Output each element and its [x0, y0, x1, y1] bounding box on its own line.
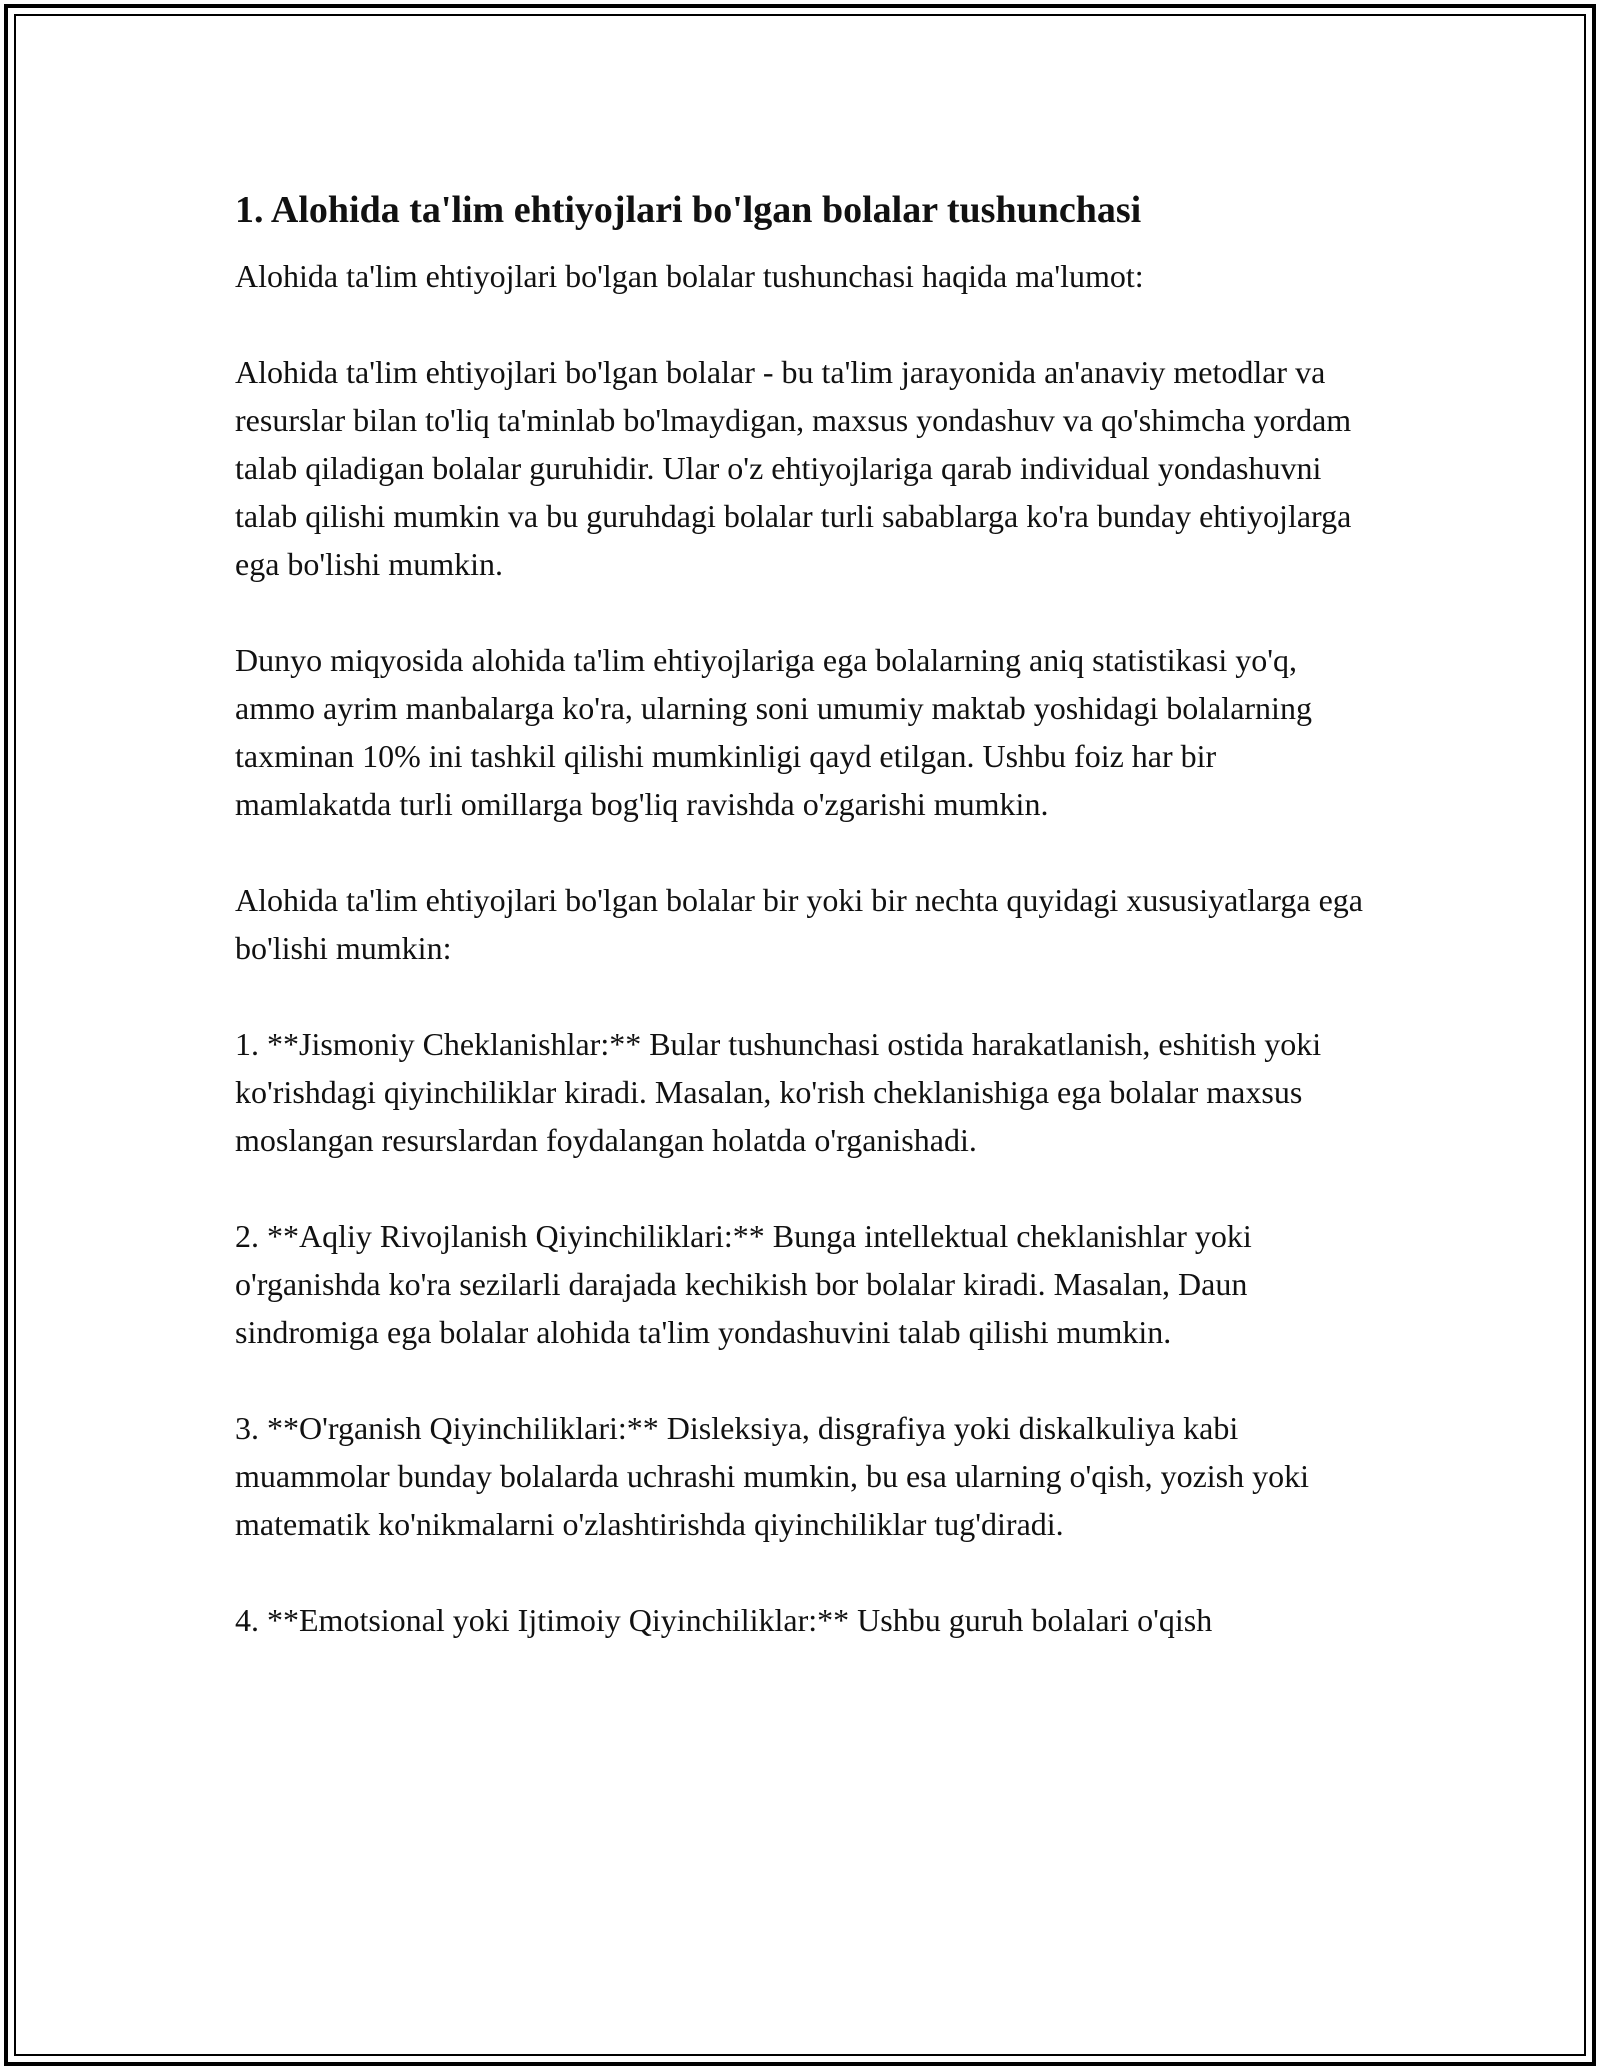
- paragraph-characteristics-intro: Alohida ta'lim ehtiyojlari bo'lgan bolalar bir yoki bir nechta quyidagi xususiyatlarga ega bo'lishi mumkin:: [235, 882, 1363, 966]
- list-item-learning: 3. **O'rganish Qiyinchiliklari:** Disleksiya, disgrafiya yoki diskalkuliya kabi muammolar bunday bolalarda uchrashi mumkin, bu esa ularning o'qish, yozish yoki matematik ko'nikmalarni o'zlashtirishda qiyinchiliklar tug'diradi.: [235, 1410, 1309, 1542]
- paragraph-statistics: Dunyo miqyosida alohida ta'lim ehtiyojlariga ega bolalarning aniq statistikasi yo'q, ammo ayrim manbalarga ko'ra, ularning soni umumiy maktab yoshidagi bolalarning taxminan 10% ini tashkil qilishi mumkinligi qayd etilgan. Ushbu foiz har bir mamlakatda turli omillarga bog'liq ravishda o'zgarishi mumkin.: [235, 642, 1312, 822]
- list-item-emotional: 4. **Emotsional yoki Ijtimoiy Qiyinchiliklar:** Ushbu guruh bolalari o'qish: [235, 1602, 1213, 1638]
- list-item-physical: 1. **Jismoniy Cheklanishlar:** Bular tushunchasi ostida harakatlanish, eshitish yoki ko'rishdagi qiyinchiliklar kiradi. Masalan, ko'rish cheklanishiga ega bolalar maxsus moslangan resurslardan foydalangan holatda o'rganishadi.: [235, 1026, 1322, 1158]
- paragraph-definition: Alohida ta'lim ehtiyojlari bo'lgan bolalar - bu ta'lim jarayonida an'anaviy metodlar va resurslar bilan to'liq ta'minlab bo'lmaydigan, maxsus yondashuv va qo'shimcha yordam talab qiladigan bolalar guruhidir. Ular o'z ehtiyojlariga qarab individual yondashuvni talab qilishi mumkin va bu guruhdagi bolalar turli sabablarga ko'ra bunday ehtiyojlarga ega bo'lishi mumkin.: [235, 354, 1352, 582]
- document-body: [235, 186, 1375, 1692]
- list-item-mental: 2. **Aqliy Rivojlanish Qiyinchiliklari:** Bunga intellektual cheklanishlar yoki o'rganishda ko'ra sezilarli darajada kechikish bor bolalar kiradi. Masalan, Daun sindromiga ega bolalar alohida ta'lim yondashuvini talab qilishi mumkin.: [235, 1218, 1252, 1350]
- paragraph-intro: Alohida ta'lim ehtiyojlari bo'lgan bolalar tushunchasi haqida ma'lumot:: [235, 258, 1144, 294]
- document-title: 1. Alohida ta'lim ehtiyojlari bo'lgan bolalar tushunchasi: [235, 189, 1142, 231]
